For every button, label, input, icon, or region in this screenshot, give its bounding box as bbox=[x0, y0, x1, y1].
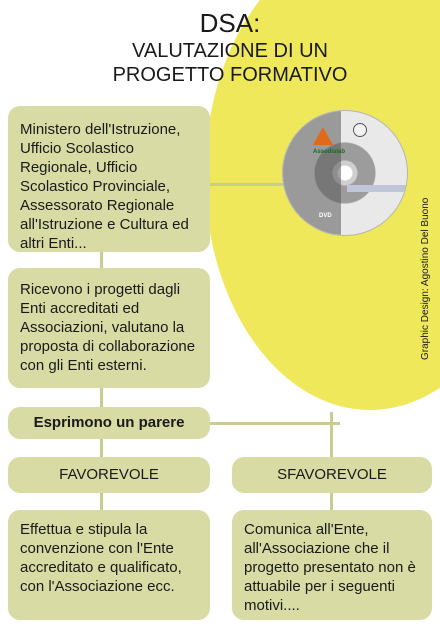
emblem-icon bbox=[353, 123, 367, 137]
connector-line bbox=[100, 388, 103, 407]
triangle-logo-icon bbox=[313, 127, 333, 145]
box-effettua: Effettua e stipula la convenzione con l'Ente accreditato e qualificato, con l'Associazione ecc. bbox=[8, 510, 210, 620]
cd-dvd-image bbox=[282, 110, 408, 236]
connector-line bbox=[100, 439, 103, 457]
connector-line bbox=[210, 422, 340, 425]
box-favorevole: FAVOREVOLE bbox=[8, 457, 210, 493]
page-subtitle-line2: PROGETTO FORMATIVO bbox=[112, 64, 348, 86]
box-sfavorevole: SFAVOREVOLE bbox=[232, 457, 432, 493]
box-ricevono: Ricevono i progetti dagli Enti accreditati ed Associazioni, valutano la proposta di collaborazione con gli Enti esterni. bbox=[8, 268, 210, 388]
box-esprimono: Esprimono un parere bbox=[8, 407, 210, 439]
page-title: DSA: bbox=[199, 8, 261, 38]
connector-line bbox=[100, 252, 103, 268]
connector-line bbox=[100, 493, 103, 510]
box-ministero: Ministero dell'Istruzione, Ufficio Scolastico Regionale, Ufficio Scolastico Provinciale, Assessorato Regionale all'Istruzione e Cultura ed altri Enti... bbox=[8, 106, 210, 252]
connector-line bbox=[330, 412, 333, 457]
cd-dvd-label: DVD bbox=[319, 213, 332, 219]
page-subtitle-line1: VALUTAZIONE DI UN bbox=[132, 40, 328, 62]
connector-line bbox=[330, 493, 333, 510]
graphic-design-credit: Graphic Design: Agostino Del Buono bbox=[420, 197, 431, 360]
cd-brand-label: Assodislab bbox=[313, 149, 346, 155]
box-comunica: Comunica all'Ente, all'Associazione che il progetto presentato non è attuabile per i seguenti motivi.... bbox=[232, 510, 432, 620]
cd-label-band bbox=[347, 185, 407, 192]
